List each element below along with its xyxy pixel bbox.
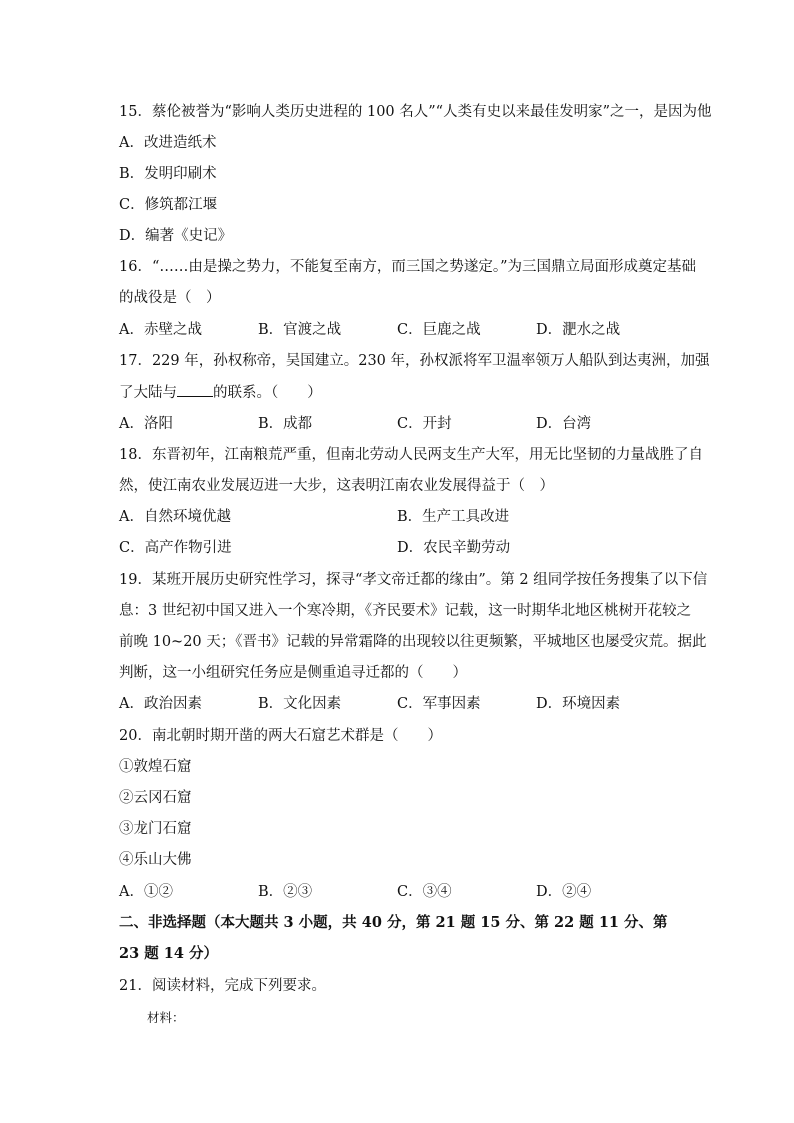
q15-stem: 15．蔡伦被誉为“影响人类历史进程的 100 名人”“人类有史以来最佳发明家”之一，是因为他 bbox=[119, 104, 712, 120]
q20-option-a: A．①② bbox=[119, 884, 173, 900]
q18-option-d: D．农民辛勤劳动 bbox=[397, 540, 511, 556]
q18-options-row2 bbox=[119, 538, 679, 558]
q20-options bbox=[119, 882, 679, 902]
q18-options-row1 bbox=[119, 507, 679, 527]
q18-option-a: A．自然环境优越 bbox=[119, 509, 231, 525]
q18-option-b: B．生产工具改进 bbox=[397, 509, 510, 525]
answer-blank bbox=[177, 382, 213, 397]
q17-stem-line1: 17．229 年，孙权称帝，吴国建立。230 年，孙权派将军卫温率领万人船队到达夷洲，加强 bbox=[119, 353, 710, 369]
q19-option-d: D．环境因素 bbox=[536, 696, 621, 712]
q17-stem-line2 bbox=[119, 382, 322, 403]
q18-option-c: C．高产作物引进 bbox=[119, 540, 232, 556]
q17-option-b: B．成都 bbox=[258, 416, 313, 432]
q17-stem-part-a: 了大陆与 bbox=[119, 385, 177, 401]
q15-option-b: B．发明印刷术 bbox=[119, 166, 217, 182]
q16-options bbox=[119, 320, 679, 340]
q19-stem-line2: 息：3 世纪初中国又进入一个寒冷期，《齐民要术》记载，这一时期华北地区桃树开花较之 bbox=[119, 603, 692, 619]
q17-option-a: A．洛阳 bbox=[119, 416, 173, 432]
q15-option-a: A．改进造纸术 bbox=[119, 135, 217, 151]
q19-option-b: B．文化因素 bbox=[258, 696, 342, 712]
q16-stem-line2: 的战役是（ ） bbox=[119, 290, 221, 306]
q19-stem-line1: 19．某班开展历史研究性学习，探寻“孝文帝迁都的缘由”。第 2 组同学按任务搜集了以下信 bbox=[119, 572, 708, 588]
q19-stem-line4: 判断，这一小组研究任务应是侧重追寻迁都的（ ） bbox=[119, 665, 467, 681]
q20-item-4: ④乐山大佛 bbox=[119, 852, 192, 868]
q17-options bbox=[119, 414, 679, 434]
q16-option-c: C．巨鹿之战 bbox=[397, 322, 481, 338]
q18-stem-line1: 18．东晋初年，江南粮荒严重，但南北劳动人民两支生产大军，用无比坚韧的力量战胜了自 bbox=[119, 447, 703, 463]
q19-stem-line3: 前晚 10~20 天；《晋书》记载的异常霜降的出现较以往更频繁，平城地区也屡受灾荒。据此 bbox=[119, 634, 707, 650]
q17-option-c: C．开封 bbox=[397, 416, 452, 432]
q20-option-b: B．②③ bbox=[258, 884, 313, 900]
q20-option-d: D．②④ bbox=[536, 884, 592, 900]
q20-item-3: ③龙门石窟 bbox=[119, 821, 192, 837]
q16-option-a: A．赤壁之战 bbox=[119, 322, 202, 338]
q15-option-d: D．编著《史记》 bbox=[119, 228, 233, 244]
q16-stem-line1: 16．“……由是操之势力，不能复至南方，而三国之势遂定。”为三国鼎立局面形成奠定基础 bbox=[119, 259, 697, 275]
q21-stem: 21．阅读材料，完成下列要求。 bbox=[119, 978, 326, 994]
q19-option-c: C．军事因素 bbox=[397, 696, 481, 712]
q17-stem-part-b: 的联系。（ ） bbox=[213, 385, 322, 401]
q20-stem: 20．南北朝时期开凿的两大石窟艺术群是（ ） bbox=[119, 728, 442, 744]
q20-item-1: ①敦煌石窟 bbox=[119, 759, 192, 775]
q16-option-d: D．淝水之战 bbox=[536, 322, 621, 338]
q16-option-b: B．官渡之战 bbox=[258, 322, 342, 338]
q20-option-c: C．③④ bbox=[397, 884, 452, 900]
q21-material-label: 材料： bbox=[147, 1010, 185, 1025]
q19-options bbox=[119, 694, 679, 714]
section-heading-line1: 二、非选择题（本大题共 3 小题，共 40 分，第 21 题 15 分、第 22 题 11 分、第 bbox=[119, 914, 668, 931]
q20-item-2: ②云冈石窟 bbox=[119, 790, 192, 806]
q19-option-a: A．政治因素 bbox=[119, 696, 202, 712]
q15-option-c: C．修筑都江堰 bbox=[119, 197, 218, 213]
q17-option-d: D．台湾 bbox=[536, 416, 592, 432]
q18-stem-line2: 然，使江南农业发展迈进一大步，这表明江南农业发展得益于（ ） bbox=[119, 478, 554, 494]
section-heading-line2: 23 题 14 分） bbox=[119, 945, 219, 962]
